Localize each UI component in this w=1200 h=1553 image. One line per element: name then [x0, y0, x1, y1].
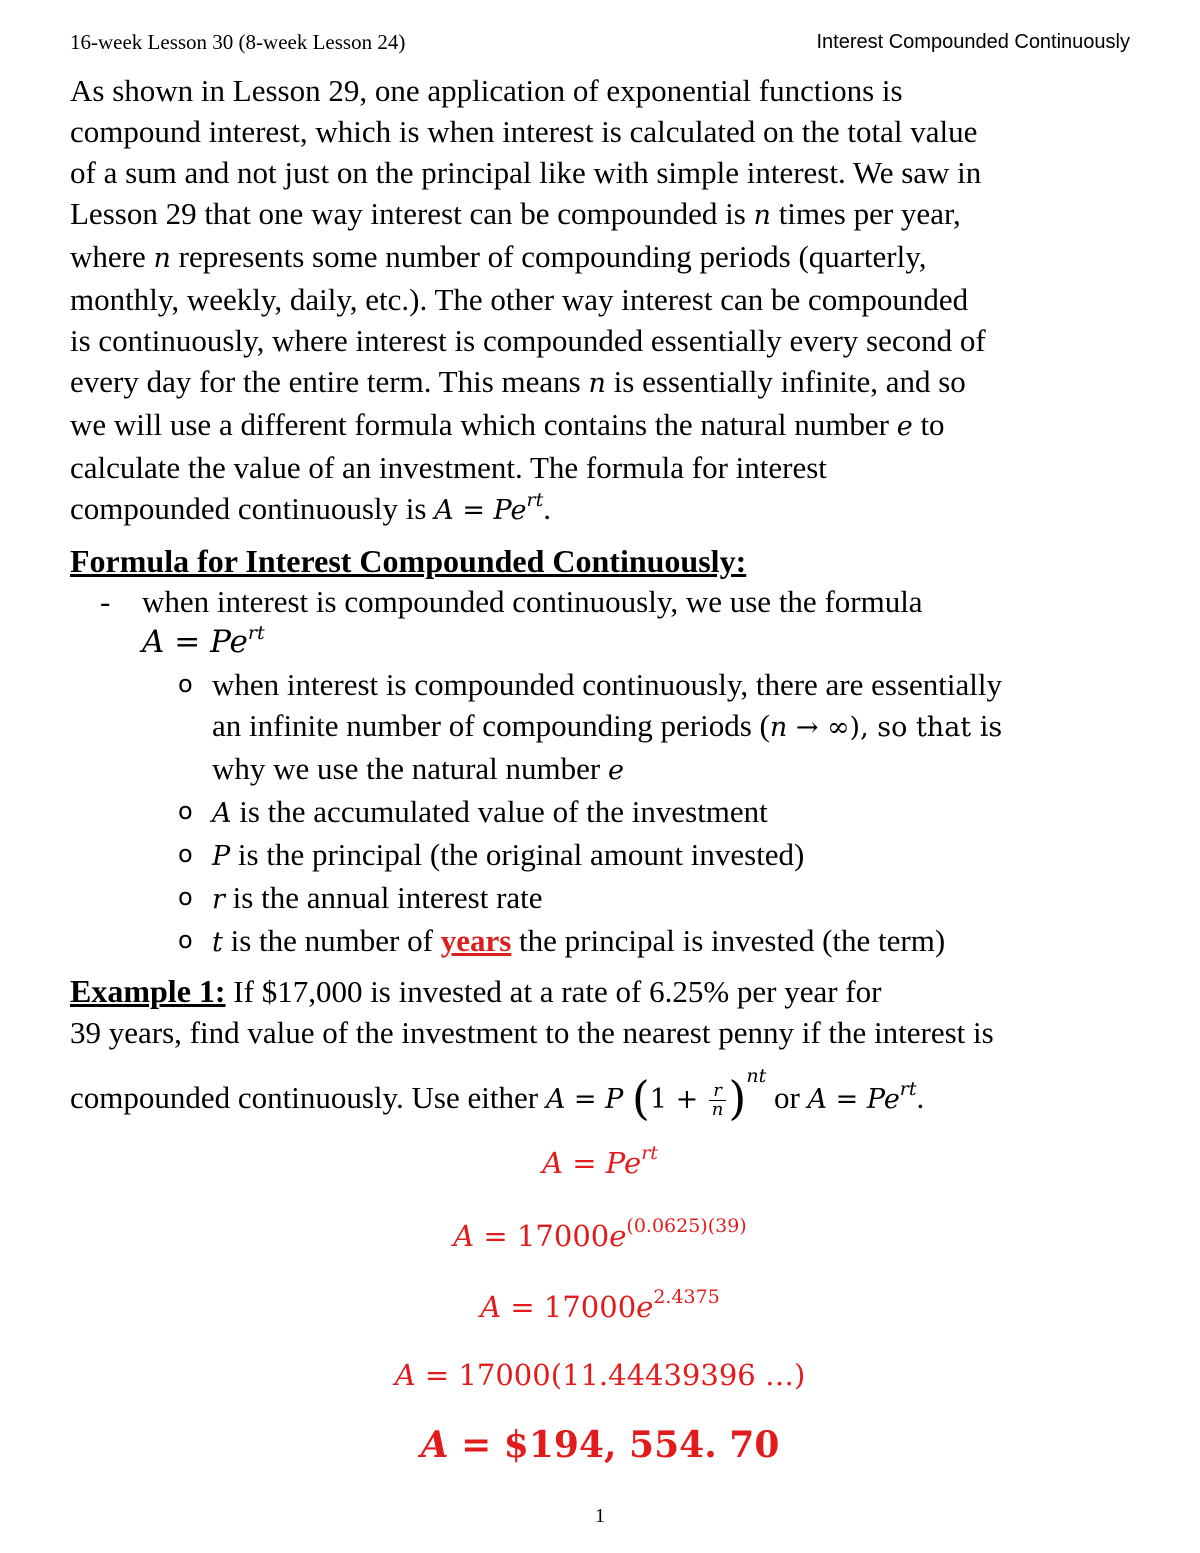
example-line: 39 years, find value of the investment to the nearest penny if the interest is: [70, 1015, 994, 1050]
var-n: n: [753, 200, 771, 231]
bullet-circle-icon: o: [178, 883, 193, 911]
var-n: n: [588, 368, 606, 399]
bullet-circle-icon: o: [178, 840, 193, 868]
dash-list-item: - when interest is compounded continuously, we use the formula: [100, 582, 923, 622]
years-highlight: years: [440, 923, 512, 958]
intro-paragraph: [70, 70, 1140, 531]
final-answer: A = $194, 554. 70: [420, 1424, 780, 1466]
formula-periodic: A = P (1 + $\frac{r}{n}$ )$^{nt}$: [545, 1065, 767, 1125]
solution-step: $A = Pe^{rt}$: [542, 1142, 658, 1180]
intro-line: of a sum and not just on the principal like with simple interest. We saw in: [70, 155, 982, 190]
formula-inline: $A = Pe^{rt}$: [434, 489, 544, 526]
intro-line: Lesson 29 that one way interest can be compounded is n times per year,: [70, 196, 961, 231]
intro-line: As shown in Lesson 29, one application of exponential functions is: [70, 73, 903, 108]
intro-line: compounded continuously is $A = Pe^{rt}$.: [70, 489, 551, 526]
bullet-circle-icon: o: [178, 670, 193, 698]
list-item: o when interest is compounded continuously, there are essentially an infinite number of compounding periods (n → ∞), so that is why we use the natural number e: [172, 664, 1132, 791]
header-topic: Interest Compounded Continuously: [816, 31, 1130, 53]
example-line: compounded continuously. Use either A = P (1 + $\frac{r}{n}$ )$^{nt}$ or $A = Pe^{rt}$.: [70, 1065, 925, 1125]
section-title: Formula for Interest Compounded Continuously:: [70, 543, 747, 579]
fraction-r-over-n: $\frac{r}{n}$: [709, 1082, 727, 1119]
page-number: 1: [595, 1505, 605, 1527]
solution-step: $A = 17000e^{(0.0625)(39)}$: [453, 1215, 747, 1253]
list-item: o r is the annual interest rate: [172, 877, 1132, 920]
intro-line: we will use a different formula which contains the natural number e to: [70, 407, 945, 442]
header-lesson: 16-week Lesson 30 (8-week Lesson 24): [70, 30, 406, 54]
formula-continuous: $A = Pe^{rt}$: [807, 1078, 917, 1115]
solution-step: A = 17000(11.44439396 …): [394, 1358, 806, 1392]
intro-line: every day for the entire term. This means n is essentially infinite, and so: [70, 364, 966, 399]
list-item: o t is the number of years the principal is invested (the term): [172, 920, 1132, 963]
intro-line: compound interest, which is when interest is calculated on the total value: [70, 114, 978, 149]
var-e: e: [896, 411, 913, 442]
formula-display: $A = Pe^{rt}$: [142, 622, 265, 660]
intro-line: is continuously, where interest is compounded essentially every second of: [70, 323, 986, 358]
example-label: Example 1:: [70, 973, 226, 1009]
example-line: Example 1: If $17,000 is invested at a rate of 6.25% per year for: [70, 973, 882, 1009]
dash-marker: -: [100, 584, 111, 619]
solution-step: $A = 17000e^{2.4375}$: [480, 1286, 720, 1324]
intro-line: calculate the value of an investment. The formula for interest: [70, 450, 827, 485]
bullet-circle-icon: o: [178, 797, 193, 825]
list-item: o P is the principal (the original amount invested): [172, 834, 1132, 877]
list-item: o A is the accumulated value of the investment: [172, 791, 1132, 834]
example-1: [70, 971, 1150, 1053]
bullet-circle-icon: o: [178, 926, 193, 954]
intro-line: where n represents some number of compounding periods (quarterly,: [70, 239, 927, 274]
var-n: n: [153, 243, 171, 274]
bullet-list: [172, 664, 1132, 963]
intro-line: monthly, weekly, daily, etc.). The other way interest can be compounded: [70, 282, 969, 317]
